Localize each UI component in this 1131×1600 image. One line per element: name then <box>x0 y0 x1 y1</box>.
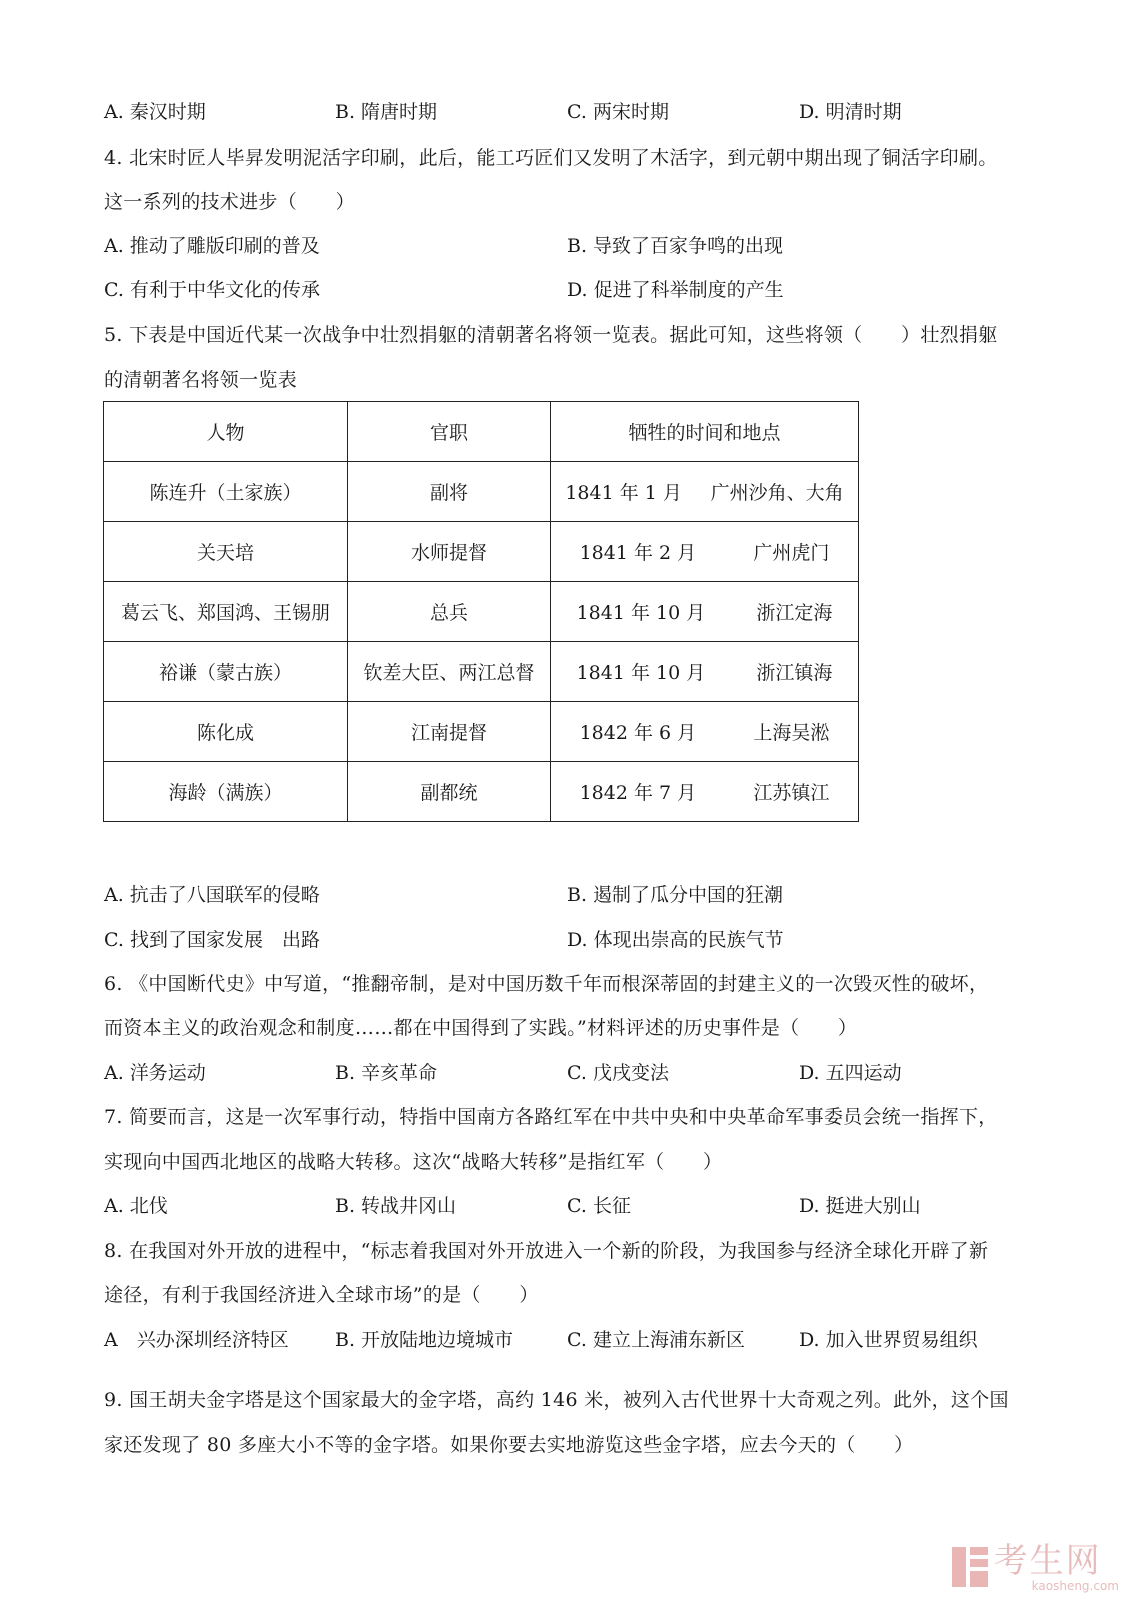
table-cell-time: 1842 年 6 月 <box>579 722 697 744</box>
table-header-person: 人物 <box>104 402 348 462</box>
table-cell-title: 总兵 <box>348 582 551 642</box>
q6-stem-line1: 6. 《中国断代史》中写道，“推翻帝制，是对中国历数千年而根深蒂固的封建主义的一次毁灭性的破坏， <box>104 973 989 995</box>
q8-stem-line1: 8. 在我国对外开放的进程中，“标志着我国对外开放进入一个新的阶段，为我国参与经济全球化开辟了新 <box>104 1240 989 1262</box>
table-cell-time-place <box>551 642 859 702</box>
q8-option-b: B. 开放陆地边境城市 <box>335 1329 514 1351</box>
watermark-logo-icon <box>952 1543 988 1591</box>
table-row <box>104 462 859 522</box>
watermark-en: kaosheng.com <box>1031 1579 1119 1593</box>
table-cell-time: 1841 年 10 月 <box>576 602 706 624</box>
table-cell-title: 副将 <box>348 462 551 522</box>
table-cell-time-place <box>551 522 859 582</box>
q4-option-d: D. 促进了科举制度的产生 <box>567 279 784 301</box>
q3-option-d: D. 明清时期 <box>799 101 902 123</box>
q3-option-a: A. 秦汉时期 <box>104 101 206 123</box>
table-header-row <box>104 402 859 462</box>
table-header-time-place: 牺牲的时间和地点 <box>551 402 859 462</box>
table-cell-title: 水师提督 <box>348 522 551 582</box>
q7-option-a: A. 北伐 <box>104 1195 168 1217</box>
q5-stem-line1: 5. 下表是中国近代某一次战争中壮烈捐躯的清朝著名将领一览表。据此可知，这些将领（ ）壮烈捐躯 <box>104 324 998 346</box>
watermark <box>952 1542 1119 1592</box>
q8-stem-line2: 途径，有利于我国经济进入全球市场”的是（ ） <box>104 1284 539 1306</box>
table-cell-time-place <box>551 462 859 522</box>
q7-option-d: D. 挺进大别山 <box>799 1195 921 1217</box>
q8-option-a: A 兴办深圳经济特区 <box>104 1329 289 1351</box>
table-cell-time-place <box>551 762 859 822</box>
table-cell-title: 副都统 <box>348 762 551 822</box>
q5-option-a: A. 抗击了八国联军的侵略 <box>104 884 320 906</box>
table-cell-time: 1841 年 1 月 <box>565 482 682 504</box>
table-cell-place: 浙江镇海 <box>756 662 833 684</box>
q6-option-a: A. 洋务运动 <box>104 1062 206 1084</box>
q9-stem-line2: 家还发现了 80 多座大小不等的金字塔。如果你要去实地游览这些金字塔，应去今天的（ ） <box>104 1434 914 1456</box>
q6-option-d: D. 五四运动 <box>799 1062 902 1084</box>
q5-stem-line2: 的清朝著名将领一览表 <box>104 369 298 391</box>
table-header-title: 官职 <box>348 402 551 462</box>
watermark-cn: 考生网 <box>993 1541 1102 1581</box>
q5-option-c: C. 找到了国家发展 出路 <box>104 929 320 951</box>
generals-table <box>103 401 859 822</box>
table-cell-person: 裕谦（蒙古族） <box>104 642 348 702</box>
q9-stem-line1: 9. 国王胡夫金字塔是这个国家最大的金字塔，高约 146 米，被列入古代世界十大奇观之列。此外，这个国 <box>104 1389 1009 1411</box>
q8-option-c: C. 建立上海浦东新区 <box>567 1329 745 1351</box>
q6-option-c: C. 戊戌变法 <box>567 1062 669 1084</box>
q7-stem-line2: 实现向中国西北地区的战略大转移。这次“战略大转移”是指红军（ ） <box>104 1151 723 1173</box>
table-cell-person: 陈化成 <box>104 702 348 762</box>
q3-option-b: B. 隋唐时期 <box>335 101 438 123</box>
table-cell-person: 陈连升（土家族） <box>104 462 348 522</box>
table-cell-person: 葛云飞、郑国鸿、王锡朋 <box>104 582 348 642</box>
table-cell-place: 浙江定海 <box>756 602 833 624</box>
table-row <box>104 762 859 822</box>
table-cell-time-place <box>551 702 859 762</box>
table-cell-place: 江苏镇江 <box>753 782 830 804</box>
q4-option-c: C. 有利于中华文化的传承 <box>104 279 320 301</box>
q7-option-c: C. 长征 <box>567 1195 631 1217</box>
q4-stem-line2: 这一系列的技术进步（ ） <box>104 191 355 213</box>
table-cell-title: 钦差大臣、两江总督 <box>348 642 551 702</box>
q8-option-d: D. 加入世界贸易组织 <box>799 1329 978 1351</box>
table-cell-place: 广州虎门 <box>753 542 830 564</box>
q6-option-b: B. 辛亥革命 <box>335 1062 438 1084</box>
table-cell-time: 1841 年 10 月 <box>576 662 706 684</box>
table-row <box>104 642 859 702</box>
table-cell-time: 1841 年 2 月 <box>579 542 697 564</box>
table-cell-title: 江南提督 <box>348 702 551 762</box>
q6-stem-line2: 而资本主义的政治观念和制度……都在中国得到了实践。”材料评述的历史事件是（ ） <box>104 1017 858 1039</box>
q7-stem-line1: 7. 简要而言，这是一次军事行动，特指中国南方各路红军在中共中央和中央革命军事委员会统一指挥下， <box>104 1106 998 1128</box>
q5-option-d: D. 体现出崇高的民族气节 <box>567 929 784 951</box>
table-cell-place: 广州沙角、大角 <box>710 482 844 504</box>
table-cell-time: 1842 年 7 月 <box>579 782 697 804</box>
table-row <box>104 582 859 642</box>
table-cell-time-place <box>551 582 859 642</box>
table-cell-person: 关天培 <box>104 522 348 582</box>
table-row <box>104 522 859 582</box>
table-cell-person: 海龄（满族） <box>104 762 348 822</box>
table-cell-place: 上海吴淞 <box>753 722 830 744</box>
q4-option-a: A. 推动了雕版印刷的普及 <box>104 235 320 257</box>
q3-option-c: C. 两宋时期 <box>567 101 669 123</box>
table-row <box>104 702 859 762</box>
q5-option-b: B. 遏制了瓜分中国的狂潮 <box>567 884 784 906</box>
q4-option-b: B. 导致了百家争鸣的出现 <box>567 235 784 257</box>
q4-stem-line1: 4. 北宋时匠人毕昇发明泥活字印刷，此后，能工巧匠们又发明了木活字，到元朝中期出现了铜活字印刷。 <box>104 147 998 169</box>
q7-option-b: B. 转战井冈山 <box>335 1195 457 1217</box>
